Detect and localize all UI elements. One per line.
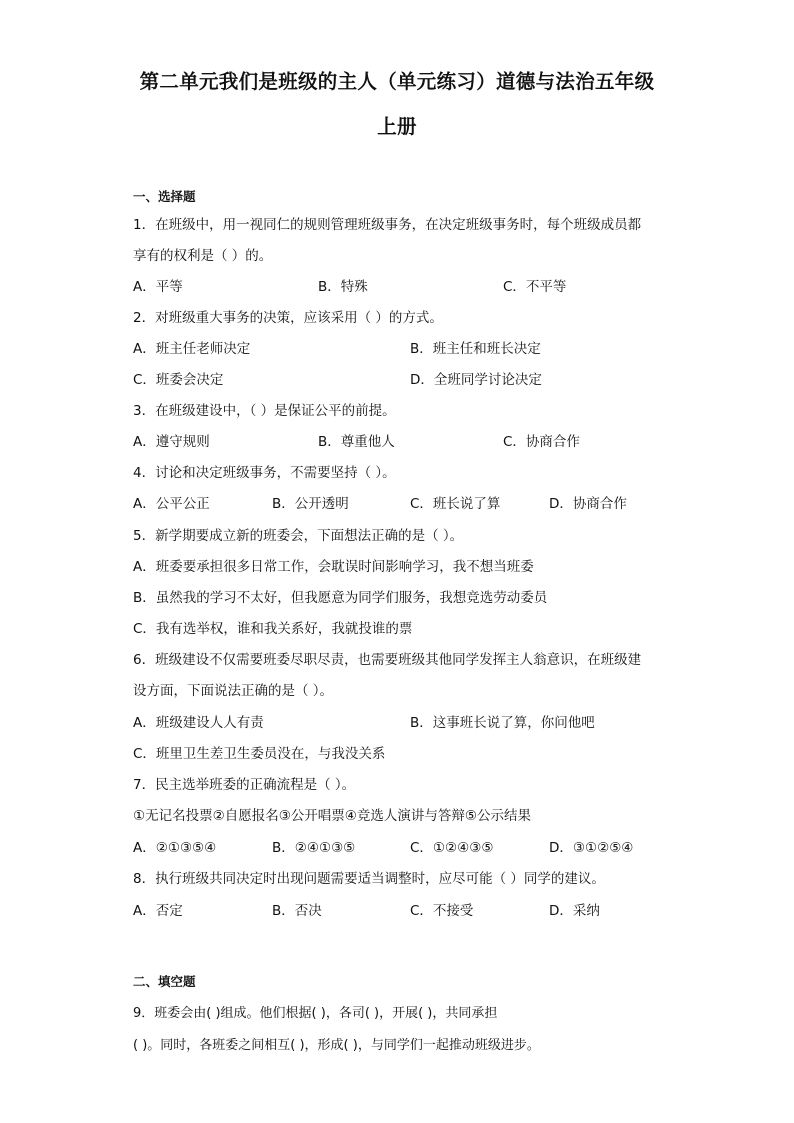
question-2-text: 2．对班级重大事务的决策，应该采用（ ）的方式。 xyxy=(133,310,443,326)
question-1-text: 1．在班级中，用一视同仁的规则管理班级事务，在决定班级事务时，每个班级成员都 xyxy=(133,217,642,233)
section-heading-multiple-choice: 一、选择题 xyxy=(133,189,196,204)
question-6-option-c: C．班里卫生差卫生委员没在，与我没关系 xyxy=(133,746,386,762)
question-2-option-c: C．班委会决定 xyxy=(133,372,224,388)
question-8-text: 8．执行班级共同决定时出现问题需要适当调整时，应尽可能（ ）同学的建议。 xyxy=(133,871,605,887)
question-8-option-a: A．否定 xyxy=(133,903,183,919)
question-3-option-a: A．遵守规则 xyxy=(133,434,210,450)
question-8-option-d: D．采纳 xyxy=(549,903,600,919)
question-7-option-c: C．①②④③⑤ xyxy=(410,840,494,856)
question-5-option-b: B．虽然我的学习不太好，但我愿意为同学们服务，我想竞选劳动委员 xyxy=(133,590,548,606)
question-4-option-b: B．公开透明 xyxy=(272,496,349,512)
section-heading-fill-in-blank: 二、填空题 xyxy=(133,974,196,989)
question-2-option-d: D．全班同学讨论决定 xyxy=(410,372,542,388)
question-2-option-a: A．班主任老师决定 xyxy=(133,341,251,357)
question-7-option-b: B．②④①③⑤ xyxy=(272,840,356,856)
question-9-text-continued: ( )。同时，各班委之间相互( )，形成( )，与同学们一起推动班级进步。 xyxy=(133,1038,540,1053)
question-9-text: 9．班委会由( )组成。他们根据( )，各司( )，开展( )，共同承担 xyxy=(133,1006,498,1021)
question-3-text: 3．在班级建设中，（ ）是保证公平的前提。 xyxy=(133,403,396,419)
question-4-option-a: A．公平公正 xyxy=(133,496,210,512)
page-title: 第二单元我们是班级的主人（单元练习）道德与法治五年级 xyxy=(139,70,655,93)
question-3-option-c: C．协商合作 xyxy=(503,434,580,450)
question-7-text: 7．民主选举班委的正确流程是（ ）。 xyxy=(133,777,356,793)
question-1-text-continued: 享有的权利是（ ）的。 xyxy=(133,248,273,264)
question-8-option-c: C．不接受 xyxy=(410,903,474,919)
question-6-text: 6．班级建设不仅需要班委尽职尽责，也需要班级其他同学发挥主人翁意识，在班级建 xyxy=(133,652,642,668)
question-6-option-b: B．这事班长说了算，你问他吧 xyxy=(410,715,595,731)
question-8-option-b: B．否决 xyxy=(272,903,322,919)
question-2-option-b: B．班主任和班长决定 xyxy=(410,341,541,357)
question-1-option-b: B．特殊 xyxy=(318,279,368,295)
question-4-text: 4．讨论和决定班级事务，不需要坚持（ ）。 xyxy=(133,465,396,481)
page-title-continued: 上册 xyxy=(377,115,417,138)
question-5-option-a: A．班委要承担很多日常工作，会耽误时间影响学习，我不想当班委 xyxy=(133,559,534,575)
question-5-text: 5．新学期要成立新的班委会，下面想法正确的是（ ）。 xyxy=(133,528,464,544)
question-6-text-continued: 设方面，下面说法正确的是（ ）。 xyxy=(133,683,334,699)
question-5-option-c: C．我有选举权，谁和我关系好，我就投谁的票 xyxy=(133,621,413,637)
question-3-option-b: B．尊重他人 xyxy=(318,434,395,450)
question-7-steps: ①无记名投票②自愿报名③公开唱票④竞选人演讲与答辩⑤公示结果 xyxy=(133,808,532,824)
question-7-option-a: A．②①③⑤④ xyxy=(133,840,217,856)
question-4-option-c: C．班长说了算 xyxy=(410,496,501,512)
question-7-option-d: D．③①②⑤④ xyxy=(549,840,634,856)
question-1-option-a: A．平等 xyxy=(133,279,183,295)
question-6-option-a: A．班级建设人人有责 xyxy=(133,715,264,731)
question-4-option-d: D．协商合作 xyxy=(549,496,627,512)
question-1-option-c: C．不平等 xyxy=(503,279,567,295)
